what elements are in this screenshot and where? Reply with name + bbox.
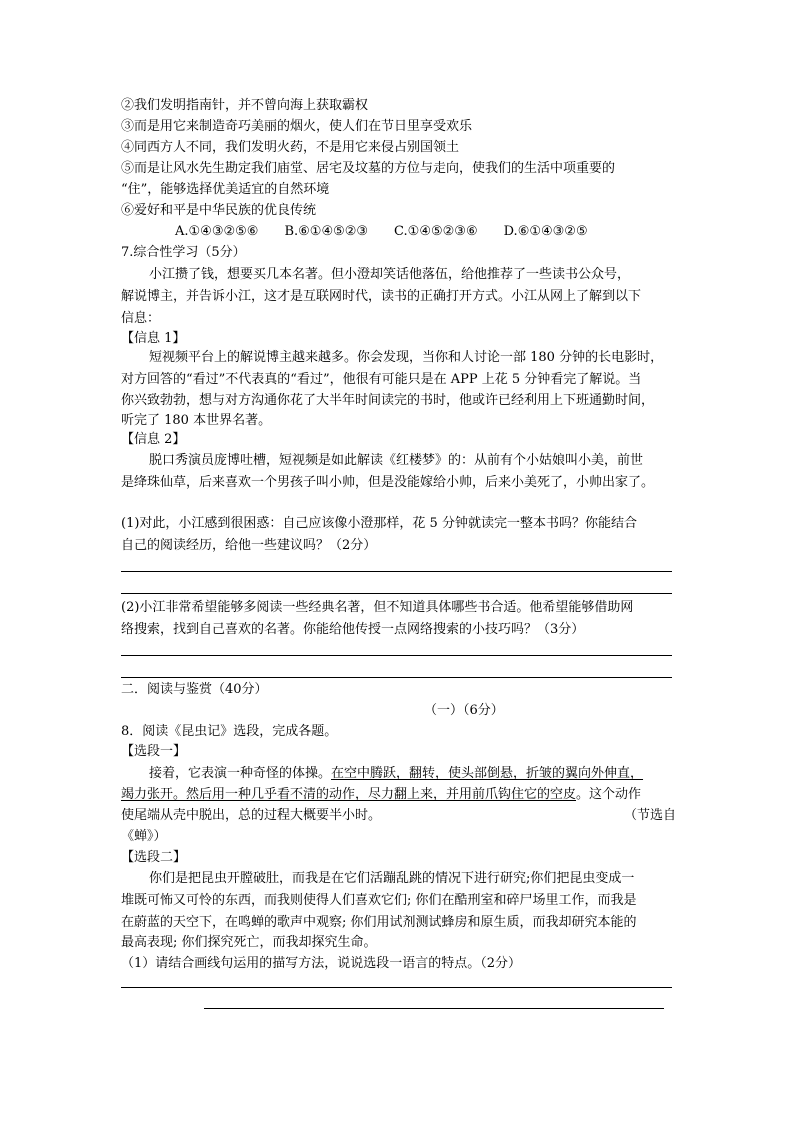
selection-1-label: 【选段一】: [121, 744, 187, 759]
sentence-5-line-1: ⑤而是让风水先生勘定我们庙堂、居宅及坟墓的方位与走向，使我们的生活中项重要的: [121, 161, 616, 176]
selection-1-line-3: 使尾端从壳中脱出，总的过程大概要半小时。: [121, 808, 382, 823]
q7-sub1-line-1: (1)对此，小江感到很困惑：自己应该像小澄那样，花 5 分钟就读完一整本书吗？你能结合: [121, 516, 637, 531]
q7-intro-line-3: 信息：: [121, 311, 161, 326]
selection-1-source-title: 《蝉》）: [121, 829, 167, 844]
info-1-label: 【信息 1】: [121, 331, 186, 346]
info-2-line-1: 脱口秀演员庞博吐槽，短视频是如此解读《红楼梦》的：从前有个小姑娘叫小美，前世: [149, 453, 644, 468]
answer-line: [121, 655, 672, 656]
info-2-label: 【信息 2】: [121, 432, 186, 447]
info-2-line-2: 是绛珠仙草，后来喜欢一个男孩子叫小帅，但是没能嫁给小帅，后来小美死了，小帅出家了。: [121, 475, 655, 490]
sentence-2: ②我们发明指南针，并不曾向海上获取霸权: [121, 98, 369, 113]
q7-sub1-line-2: 自己的阅读经历，给他一些建议吗？（2分）: [121, 538, 377, 553]
selection-2-line-1: 你们是把昆虫开膛破肚，而我是在它们活蹦乱跳的情况下进行研究;你们把昆虫变成一: [149, 871, 635, 886]
info-1-line-2: 对方回答的“看过”不代表真的“看过”，他很有可能只是在 APP 上花 5 分钟看完了解说。当: [121, 372, 642, 387]
answer-line: [121, 677, 672, 678]
selection-2-line-3: 在蔚蓝的天空下，在鸣蝉的歌声中观察; 你们用试剂测试蜂房和原生质，而我却研究本能的: [121, 915, 637, 930]
answer-line: [121, 987, 672, 988]
underlined-sentence: 在空中腾跃，翻转，使头部倒悬，折皱的翼向外伸直，: [331, 766, 644, 781]
answer-line: [121, 593, 672, 594]
sentence-4: ④同西方人不同，我们发明火药，不是用它来侵占别国领土: [121, 140, 460, 155]
q7-title: 7.综合性学习（5分）: [121, 245, 246, 260]
selection-1-line-1: [149, 763, 643, 784]
sentence-5-line-2: “住”，能够选择优美适宜的自然环境: [121, 182, 330, 197]
underlined-sentence: 竭力张开。然后用一种几乎看不清的动作，尽力翻上来，并用前爪钩住它的空皮: [121, 787, 577, 802]
info-1-line-1: 短视频平台上的解说博主越来越多。你会发现，当你和人讨论一部 180 分钟的长电影时，: [149, 350, 664, 365]
answer-options: A.①④③②⑤⑥ B.⑥①④⑤②③ C.①④⑤②③⑥ D.⑥①④③②⑤: [175, 224, 588, 239]
answer-line: [121, 571, 672, 572]
q7-sub2-line-1: (2)小江非常希望能够多阅读一些经典名著，但不知道具体哪些书合适。他希望能够借助网: [121, 600, 634, 615]
section-2-subtitle: （一）（6分）: [424, 703, 504, 718]
selection-2-line-2: 堆既可怖又可怜的东西，而我则使得人们喜欢它们; 你们在酷刑室和碎尸场里工作，而我是: [121, 893, 637, 908]
section-2-title: 二．阅读与鉴赏（40分）: [121, 682, 268, 697]
q7-sub2-line-2: 络搜索，找到自己喜欢的名著。你能给他传授一点网络搜索的小技巧吗？（3分）: [121, 622, 585, 637]
q7-intro-line-2: 解说博主，并告诉小江，这才是互联网时代，读书的正确打开方式。小江从网上了解到以下: [121, 289, 642, 304]
selection-1-text: 。这个动作: [576, 787, 642, 802]
info-1-line-4: 听完了 180 本世界名著。: [121, 413, 272, 428]
q8-title: 8．阅读《昆虫记》选段，完成各题。: [121, 724, 338, 739]
sentence-3: ③而是用它来制造奇巧美丽的烟火，使人们在节日里享受欢乐: [121, 119, 473, 134]
info-1-line-3: 你兴致勃勃，想与对方沟通你花了大半年时间读完的书时，他或许已经利用上下班通勤时间，: [121, 393, 655, 408]
q7-intro-line-1: 小江攒了钱，想要买几本名著。但小澄却笑话他落伍，给他推荐了一些读书公众号，: [149, 267, 631, 282]
selection-2-label: 【选段二】: [121, 850, 187, 865]
selection-2-line-4: 最高表现; 你们探究死亡，而我却探究生命。: [121, 935, 377, 950]
selection-1-text: 接着，它表演一种奇怪的体操。: [149, 766, 332, 781]
selection-1-source: （节选自: [624, 808, 677, 823]
selection-1-line-2: [121, 784, 641, 805]
sentence-6: ⑥爱好和平是中华民族的优良传统: [121, 203, 317, 218]
answer-line: [204, 1008, 664, 1009]
q8-sub1: （1）请结合画线句运用的描写方法，说说选段一语言的特点。（2分）: [121, 956, 522, 971]
